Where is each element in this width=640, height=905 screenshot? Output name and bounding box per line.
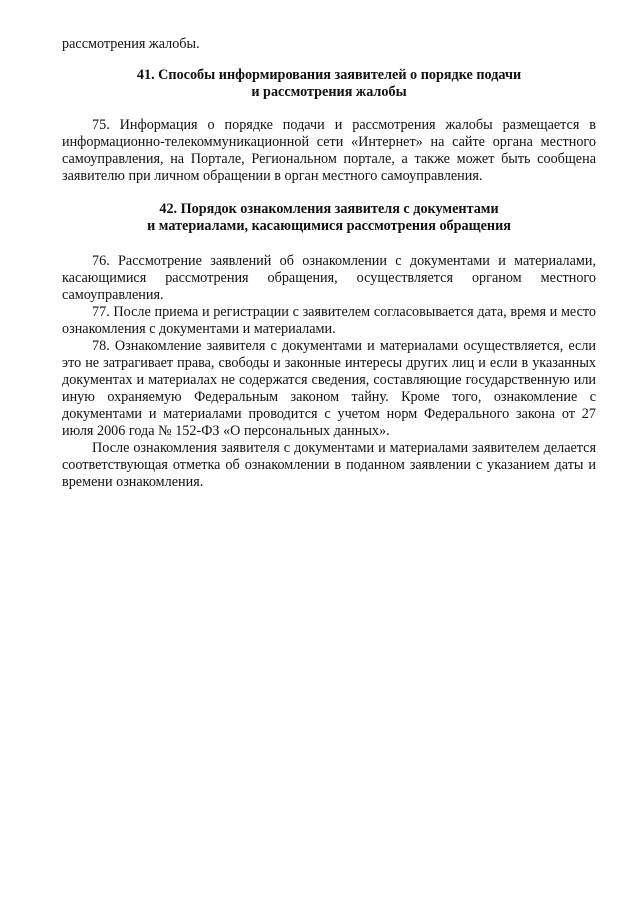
paragraph-final: После ознакомления заявителя с документами и материалами заявителем делается соответствующая отметка об ознакомлении в поданном заявлении с указанием даты и времени ознакомления.	[62, 440, 596, 490]
carryover-text: рассмотрения жалобы.	[62, 36, 200, 52]
paragraph-76: 76. Рассмотрение заявлений об ознакомлении с документами и материалами, касающимися рассмотрения обращения, осуществляется органом местного самоуправления.	[62, 253, 596, 303]
section-42-title-line1: 42. Порядок ознакомления заявителя с документами	[159, 201, 499, 217]
section-42-title-line2: и материалами, касающимися рассмотрения обращения	[147, 218, 511, 234]
section-42-heading	[62, 201, 596, 235]
section-41-heading	[62, 67, 596, 101]
section-41-title-line2: и рассмотрения жалобы	[251, 84, 407, 100]
paragraph-78: 78. Ознакомление заявителя с документами и материалами осуществляется, если это не затрагивает права, свободы и законные интересы других лиц и если в указанных документах и материалах не содержатся сведения, составляющие государственную или иную охраняемую Федеральным законом тайну. Кроме того, ознакомление с документами и материалами проводится с учетом норм Федерального закона от 27 июля 2006 года № 152-ФЗ «О персональных данных».	[62, 338, 596, 439]
paragraph-77: 77. После приема и регистрации с заявителем согласовывается дата, время и место ознакомления с документами и материалами.	[62, 304, 596, 337]
section-41-title-line1: 41. Способы информирования заявителей о порядке подачи	[136, 67, 522, 83]
paragraph-75: 75. Информация о порядке подачи и рассмотрения жалобы размещается в информационно-телекоммуникационной сети «Интернет» на сайте органа местного самоуправления, на Портале, Региональном портале, а также может быть сообщена заявителю при личном обращении в орган местного самоуправления.	[62, 117, 596, 184]
